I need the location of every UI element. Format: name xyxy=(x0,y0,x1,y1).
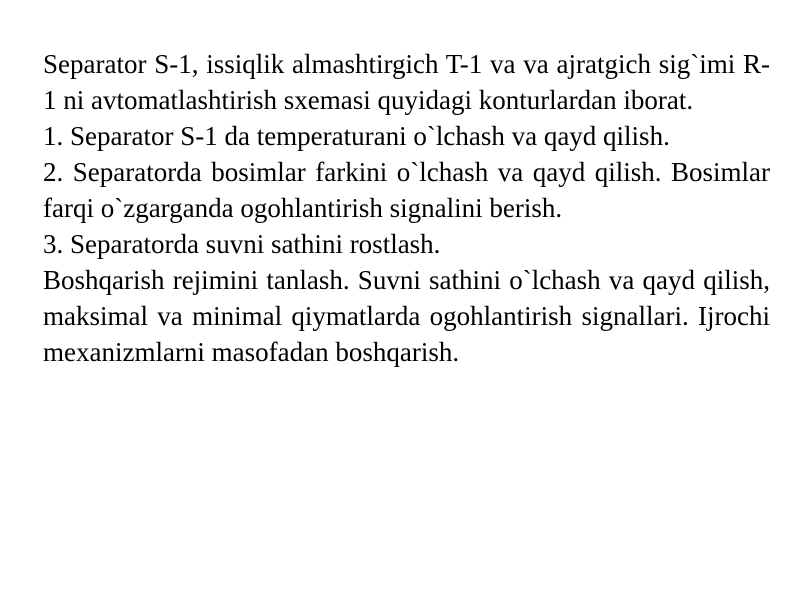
list-item-2: 2. Separatorda bosimlar farkini o`lchash va qayd qilish. Bosimlar farqi o`zgarganda ogohlantirish signalini berish. xyxy=(43,157,770,223)
list-item-1: 1. Separator S-1 da temperaturani o`lchash va qayd qilish. xyxy=(43,121,670,151)
list-item-3: 3. Separatorda suvni sathini rostlash. xyxy=(43,229,441,259)
intro-paragraph: Separator S-1, issiqlik almashtirgich T-1 va va ajratgich sig`imi R-1 ni avtomatlashtirish sxemasi quyidagi konturlardan iborat. xyxy=(43,49,770,115)
closing-paragraph: Boshqarish rejimini tanlash. Suvni sathini o`lchash va qayd qilish, maksimal va minimal qiymatlarda ogohlantirish signallari. Ijrochi mexanizmlarni masofadan boshqarish. xyxy=(43,265,770,367)
